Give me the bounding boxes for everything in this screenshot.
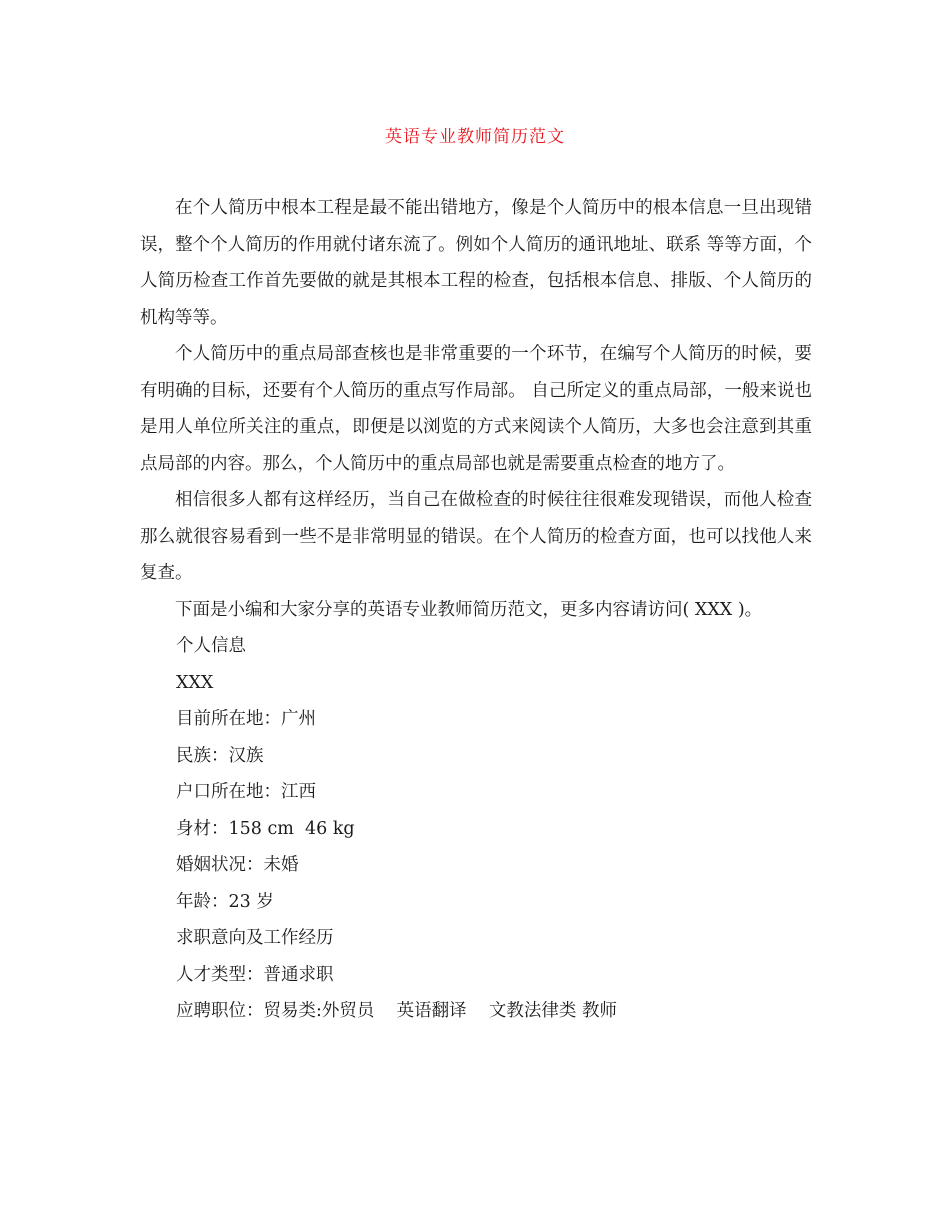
field-location: 目前所在地：广州: [176, 709, 316, 729]
document-title: 英语专业教师简历范文: [385, 127, 565, 147]
section-heading-personal-info: 个人信息: [176, 636, 246, 656]
section-heading-job-intent: 求职意向及工作经历: [176, 928, 334, 948]
paragraph-resume-basics: 在个人简历中根本工程是最不能出错地方，像是个人简历中的根本信息一旦出现错误，整个个人简历的作用就付诸东流了。例如个人简历的通讯地址、联系 等等方面，个人简历检查工作首先要做的就是其根本工程的检查，包括根本信息、排版、个人简历的机构等等。: [140, 198, 812, 328]
field-marital-status: 婚姻状况：未婚: [176, 855, 299, 875]
field-height-weight: 身材：158 cm 46 kg: [176, 818, 355, 839]
field-applied-position: 应聘职位：贸易类:外贸员 英语翻译 文教法律类 教师: [176, 1001, 617, 1021]
field-hukou: 户口所在地：江西: [176, 782, 316, 802]
paragraph-intro-sample: 下面是小编和大家分享的英语专业教师简历范文，更多内容请访问( XXX )。: [175, 599, 763, 620]
paragraph-key-sections: 个人简历中的重点局部查核也是非常重要的一个环节，在编写个人简历的时候，要有明确的目标，还要有个人简历的重点写作局部。 自己所定义的重点局部，一般来说也是用人单位所关注的重点，即便是以浏览的方式来阅读个人简历，大多也会注意到其重点局部的内容。那么，个人简历中的重点局部也就是需要重点检查的地方了。: [140, 344, 812, 474]
field-name: XXX: [176, 672, 214, 693]
document-body: [140, 190, 812, 1030]
paragraph-peer-review: 相信很多人都有这样经历，当自己在做检查的时候往往很难发现错误，而他人检查那么就很容易看到一些不是非常明显的错误。在个人简历的检查方面，也可以找他人来复查。: [140, 490, 812, 583]
field-talent-type: 人才类型：普通求职: [176, 964, 334, 985]
field-ethnicity: 民族：汉族: [176, 745, 264, 766]
field-age: 年龄：23 岁: [176, 891, 274, 912]
